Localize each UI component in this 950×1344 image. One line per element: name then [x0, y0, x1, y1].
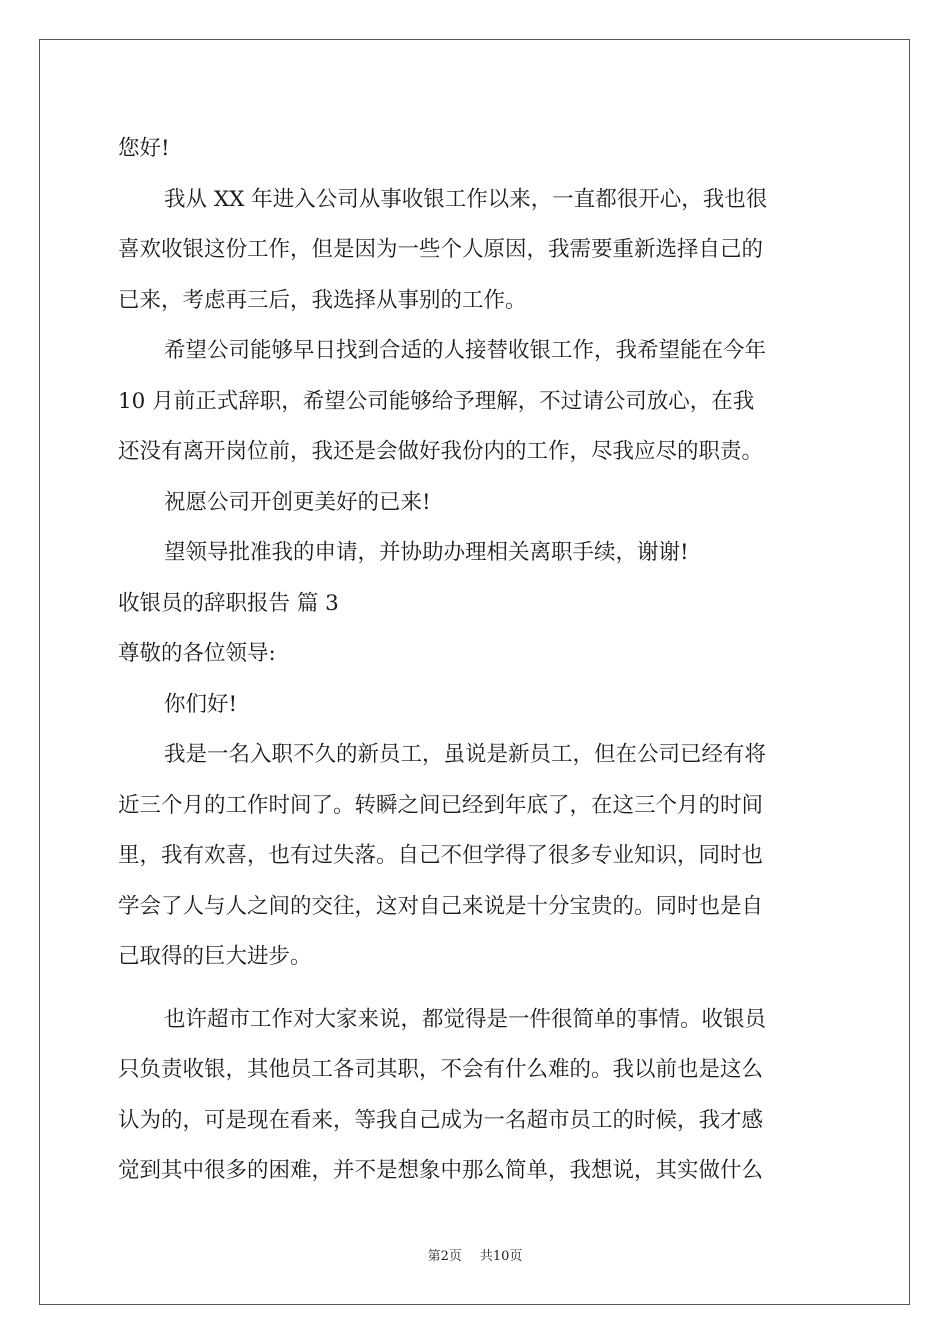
paragraph-line: 里，我有欢喜，也有过失落。自己不但学得了很多专业知识，同时也	[118, 843, 764, 868]
document-body	[118, 124, 834, 1197]
page-number: 第2页	[427, 1249, 462, 1264]
paragraph-line: 也许超市工作对大家来说，都觉得是一件很简单的事情。收银员	[164, 1006, 767, 1032]
paragraph-line: 我从 XX 年进入公司从事收银工作以来，一直都很开心，我也很	[164, 186, 768, 212]
paragraph-line: 10 月前正式辞职，希望公司能够给予理解，不过请公司放心，在我	[118, 388, 755, 414]
paragraph-line: 已来，考虑再三后，我选择从事别的工作。	[118, 287, 527, 313]
section-heading: 收银员的辞职报告 篇 3	[118, 590, 339, 616]
paragraph-line: 希望公司能够早日找到合适的人接替收银工作，我希望能在今年	[164, 338, 767, 363]
page-total: 共10页	[479, 1249, 523, 1264]
greeting-line: 您好!	[118, 136, 170, 161]
paragraph-line: 近三个月的工作时间了。转瞬之间已经到年底了，在这三个月的时间	[118, 792, 764, 818]
salutation-line: 尊敬的各位领导:	[118, 641, 276, 666]
page-footer	[0, 1247, 950, 1267]
paragraph-line: 己取得的巨大进步。	[118, 944, 312, 969]
paragraph-line: 学会了人与人之间的交往，这对自己来说是十分宝贵的。同时也是自	[118, 893, 764, 919]
paragraph-line: 祝愿公司开创更美好的已来!	[164, 489, 431, 515]
paragraph-gap	[118, 983, 834, 995]
paragraph-line: 我是一名入职不久的新员工，虽说是新员工，但在公司已经有将	[164, 742, 767, 767]
paragraph-line: 只负责收银，其他员工各司其职，不会有什么难的。我以前也是这么	[118, 1057, 764, 1082]
paragraph-line: 还没有离开岗位前，我还是会做好我份内的工作，尽我应尽的职责。	[118, 439, 764, 464]
paragraph-line: 望领导批准我的申请，并协助办理相关离职手续，谢谢!	[164, 540, 689, 565]
paragraph-line: 喜欢收银这份工作，但是因为一些个人原因，我需要重新选择自己的	[118, 237, 764, 262]
greeting-line: 你们好!	[164, 691, 238, 717]
paragraph-line: 认为的，可是现在看来，等我自己成为一名超市员工的时候，我才感	[118, 1107, 764, 1133]
paragraph-line: 觉到其中很多的困难，并不是想象中那么简单，我想说，其实做什么	[118, 1158, 764, 1183]
